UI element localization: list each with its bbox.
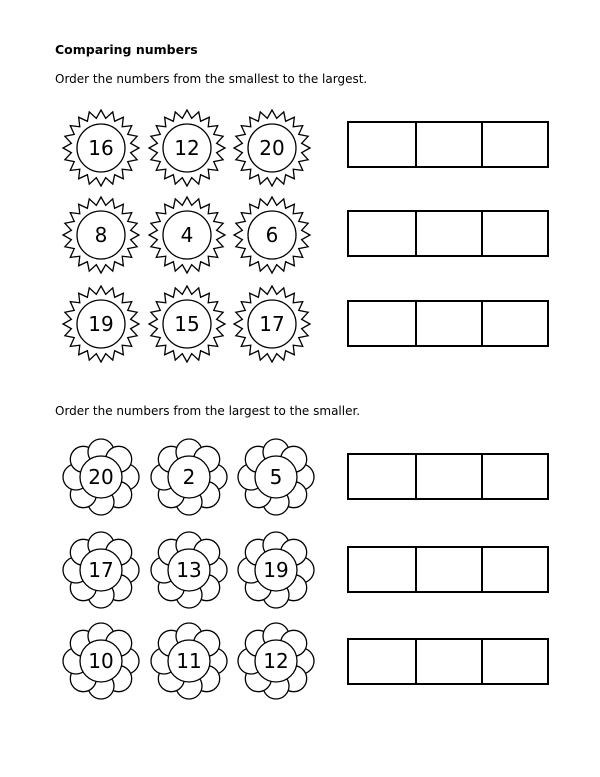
answer-box[interactable] [415, 212, 481, 255]
sun-number [61, 284, 141, 364]
answer-box[interactable] [481, 302, 547, 345]
sun-number [147, 108, 227, 188]
answer-boxes [347, 300, 549, 347]
sun-number-label: 20 [259, 136, 285, 160]
flower-number [236, 621, 316, 701]
sun-number-label: 16 [88, 136, 114, 160]
answer-box[interactable] [415, 640, 481, 683]
answer-boxes [347, 453, 549, 500]
answer-box[interactable] [481, 640, 547, 683]
answer-box[interactable] [349, 302, 415, 345]
sun-number [61, 195, 141, 275]
answer-box[interactable] [481, 548, 547, 591]
sun-number-label: 12 [174, 136, 200, 160]
sun-number-label: 4 [180, 223, 194, 247]
sun-number [232, 108, 312, 188]
flower-number-label: 19 [263, 558, 289, 582]
flower-number-label: 5 [269, 465, 283, 489]
answer-box[interactable] [349, 212, 415, 255]
sun-number [61, 108, 141, 188]
worksheet-title: Comparing numbers [55, 42, 198, 57]
flower-number [236, 530, 316, 610]
answer-box[interactable] [349, 640, 415, 683]
flower-number [61, 530, 141, 610]
answer-box[interactable] [349, 455, 415, 498]
flower-number [149, 437, 229, 517]
sun-number [147, 284, 227, 364]
answer-box[interactable] [481, 212, 547, 255]
sun-number-label: 8 [94, 223, 108, 247]
flower-number-label: 10 [88, 649, 114, 673]
sun-number-label: 19 [88, 312, 114, 336]
answer-boxes [347, 210, 549, 257]
flower-number-label: 11 [176, 649, 202, 673]
flower-number [149, 530, 229, 610]
flower-number [61, 621, 141, 701]
sun-number [232, 284, 312, 364]
answer-box[interactable] [349, 548, 415, 591]
sun-number [232, 195, 312, 275]
answer-box[interactable] [415, 302, 481, 345]
flower-number-label: 12 [263, 649, 289, 673]
answer-box[interactable] [481, 123, 547, 166]
answer-box[interactable] [415, 548, 481, 591]
instruction-smallest-to-largest: Order the numbers from the smallest to the largest. [55, 72, 368, 86]
flower-number [149, 621, 229, 701]
answer-box[interactable] [415, 455, 481, 498]
answer-box[interactable] [349, 123, 415, 166]
answer-boxes [347, 546, 549, 593]
flower-number-label: 17 [88, 558, 114, 582]
flower-number-label: 2 [182, 465, 196, 489]
sun-number-label: 17 [259, 312, 285, 336]
answer-box[interactable] [481, 455, 547, 498]
answer-boxes [347, 121, 549, 168]
flower-number-label: 13 [176, 558, 202, 582]
flower-number-label: 20 [88, 465, 114, 489]
sun-number-label: 6 [265, 223, 279, 247]
sun-number-label: 15 [174, 312, 200, 336]
flower-number [236, 437, 316, 517]
sun-number [147, 195, 227, 275]
answer-boxes [347, 638, 549, 685]
flower-number [61, 437, 141, 517]
instruction-largest-to-smaller: Order the numbers from the largest to the smaller. [55, 404, 361, 418]
answer-box[interactable] [415, 123, 481, 166]
